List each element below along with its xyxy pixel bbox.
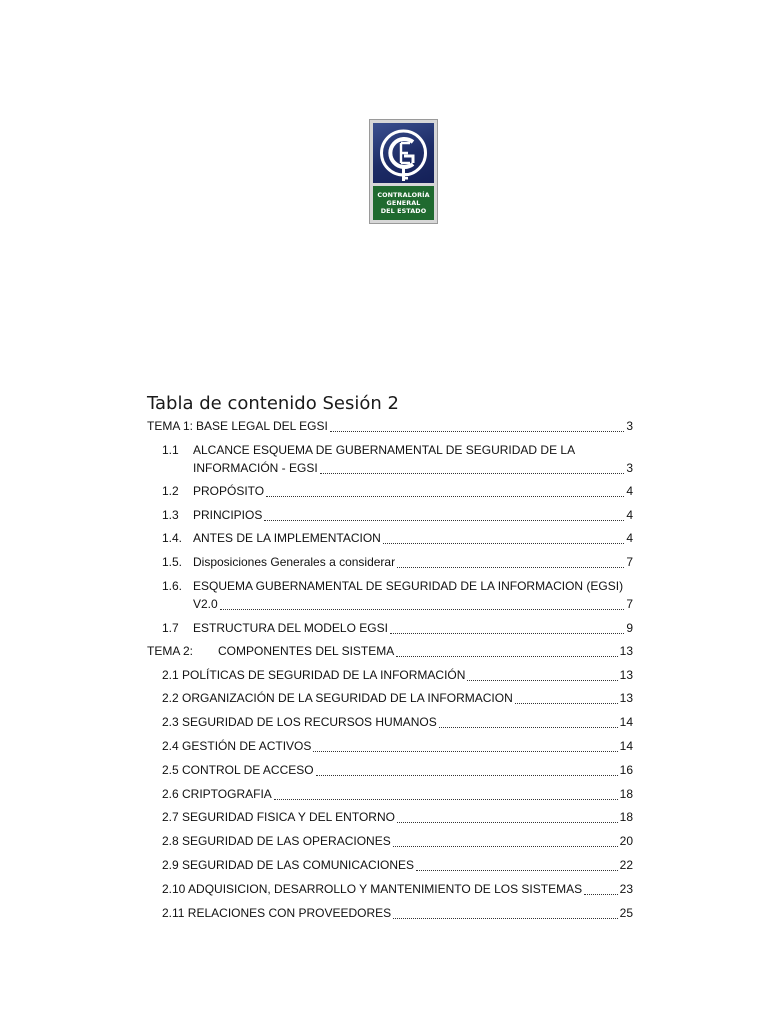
toc-entry[interactable] <box>162 761 633 779</box>
toc-entry-text-line1[interactable]: ESQUEMA GUBERNAMENTAL DE SEGURIDAD DE LA INFORMACION (EGSI) <box>193 579 624 593</box>
toc-entry-page: 14 <box>619 739 633 753</box>
toc-entry-number: 1.4. <box>162 531 183 545</box>
toc-entry-text: Disposiciones Generales a considerar <box>193 555 396 569</box>
toc-entry-page: 14 <box>619 715 633 729</box>
toc-entry-page: 4 <box>626 508 633 522</box>
toc-entry[interactable] <box>162 529 633 547</box>
toc-entry[interactable] <box>193 595 633 613</box>
toc-leader-dots <box>220 603 625 610</box>
toc-entry[interactable] <box>162 666 633 684</box>
toc-entry-page: 25 <box>619 906 633 920</box>
toc-entry[interactable] <box>162 832 633 850</box>
toc-entry-text: COMPONENTES DEL SISTEMA <box>218 644 395 658</box>
toc-entry-number: 1.3 <box>162 508 179 522</box>
toc-entry-text: PROPÓSITO <box>193 484 265 498</box>
toc-leader-dots <box>397 816 618 823</box>
toc-entry-page: 23 <box>619 882 633 896</box>
toc-entry-text: 2.10 ADQUISICION, DESARROLLO Y MANTENIMIENTO DE LOS SISTEMAS <box>162 882 583 896</box>
toc-entry-number: 1.6. <box>162 579 183 593</box>
toc-entry-page: 7 <box>626 597 633 611</box>
toc-entry-text: 2.3 SEGURIDAD DE LOS RECURSOS HUMANOS <box>162 715 437 729</box>
toc-entry-number: 1.7 <box>162 621 179 635</box>
toc-entry-page: 3 <box>626 461 633 475</box>
toc-entry-text: 2.7 SEGURIDAD FISICA Y DEL ENTORNO <box>162 810 395 824</box>
toc-entry[interactable] <box>162 713 633 731</box>
toc-leader-dots <box>396 650 617 657</box>
toc-leader-dots <box>467 674 617 681</box>
logo-emblem <box>373 123 434 183</box>
toc-entry-number: TEMA 1: <box>147 419 194 433</box>
toc-entry[interactable] <box>162 506 633 524</box>
toc-entry-page: 18 <box>619 810 633 824</box>
toc-entry-text: 2.5 CONTROL DE ACCESO <box>162 763 314 777</box>
toc-entry-text: V2.0 <box>193 597 218 611</box>
toc-entry-page: 7 <box>626 555 633 569</box>
toc-entry[interactable] <box>147 417 633 435</box>
logo <box>369 119 438 224</box>
toc-entry[interactable] <box>193 459 633 477</box>
logo-line-2: GENERAL <box>386 199 421 207</box>
toc-leader-dots <box>383 537 624 544</box>
toc-entry-number: 1.1 <box>162 443 179 457</box>
logo-text <box>373 186 434 220</box>
logo-line-3: DEL ESTADO <box>380 207 427 215</box>
toc-entry-text: 2.9 SEGURIDAD DE LAS COMUNICACIONES <box>162 858 415 872</box>
toc-entry[interactable] <box>162 737 633 755</box>
toc-leader-dots <box>439 721 618 728</box>
toc-leader-dots <box>393 912 617 919</box>
toc-entry-page: 16 <box>619 763 633 777</box>
toc-entry[interactable] <box>162 553 633 571</box>
toc-entry-page: 13 <box>619 691 633 705</box>
toc-leader-dots <box>266 490 624 497</box>
toc-entry-text: 2.2 ORGANIZACIÓN DE LA SEGURIDAD DE LA INFORMACION <box>162 691 513 705</box>
toc-leader-dots <box>584 888 618 895</box>
toc-leader-dots <box>416 864 618 871</box>
toc-entry-text: 2.4 GESTIÓN DE ACTIVOS <box>162 739 312 753</box>
toc-leader-dots <box>264 514 624 521</box>
toc-entry-text: BASE LEGAL DEL EGSI <box>196 419 328 433</box>
toc-entry-text: ANTES DE LA IMPLEMENTACION <box>193 531 381 545</box>
toc-entry-page: 20 <box>619 834 633 848</box>
toc-entry-number: TEMA 2: <box>147 644 194 658</box>
toc-leader-dots <box>316 769 618 776</box>
toc-entry-page: 9 <box>626 621 633 635</box>
toc-entry[interactable] <box>162 904 633 922</box>
toc-entry-page: 3 <box>626 419 633 433</box>
toc-leader-dots <box>320 467 625 474</box>
toc-entry[interactable] <box>162 482 633 500</box>
toc-entry-page: 4 <box>626 531 633 545</box>
toc-entry-page: 18 <box>619 787 633 801</box>
toc-entry-text: 2.11 RELACIONES CON PROVEEDORES <box>162 906 392 920</box>
toc-entry[interactable] <box>162 619 633 637</box>
toc-leader-dots <box>313 745 617 752</box>
toc-entry-number: 1.2 <box>162 484 179 498</box>
toc-leader-dots <box>397 561 624 568</box>
toc-entry[interactable] <box>162 689 633 707</box>
toc-entry-text: 2.8 SEGURIDAD DE LAS OPERACIONES <box>162 834 391 848</box>
toc-entry[interactable] <box>162 880 633 898</box>
toc-leader-dots <box>330 425 624 432</box>
toc-entry-text: INFORMACIÓN - EGSI <box>193 461 318 475</box>
toc-entry-text-line1[interactable]: ALCANCE ESQUEMA DE GUBERNAMENTAL DE SEGURIDAD DE LA <box>193 443 576 457</box>
toc-entry-page: 4 <box>626 484 633 498</box>
toc-entry[interactable] <box>162 785 633 803</box>
toc-leader-dots <box>390 627 624 634</box>
toc-entry-text: ESTRUCTURA DEL MODELO EGSI <box>193 621 388 635</box>
toc-leader-dots <box>274 793 618 800</box>
toc-entry[interactable] <box>147 642 633 660</box>
toc-entry-text: PRINCIPIOS <box>193 508 263 522</box>
toc-entry-page: 22 <box>619 858 633 872</box>
logo-line-1: CONTRALORÍA <box>377 191 430 199</box>
toc-entry-number: 1.5. <box>162 555 183 569</box>
toc-leader-dots <box>515 697 618 704</box>
toc-title: Tabla de contenido Sesión 2 <box>147 393 399 414</box>
toc-leader-dots <box>393 840 618 847</box>
toc-entry[interactable] <box>162 808 633 826</box>
toc-entry-page: 13 <box>619 668 633 682</box>
toc-entry-text: 2.1 POLÍTICAS DE SEGURIDAD DE LA INFORMACIÓN <box>162 668 466 682</box>
toc-entry-page: 13 <box>619 644 633 658</box>
toc-entry[interactable] <box>162 856 633 874</box>
toc-entry-text: 2.6 CRIPTOGRAFIA <box>162 787 272 801</box>
